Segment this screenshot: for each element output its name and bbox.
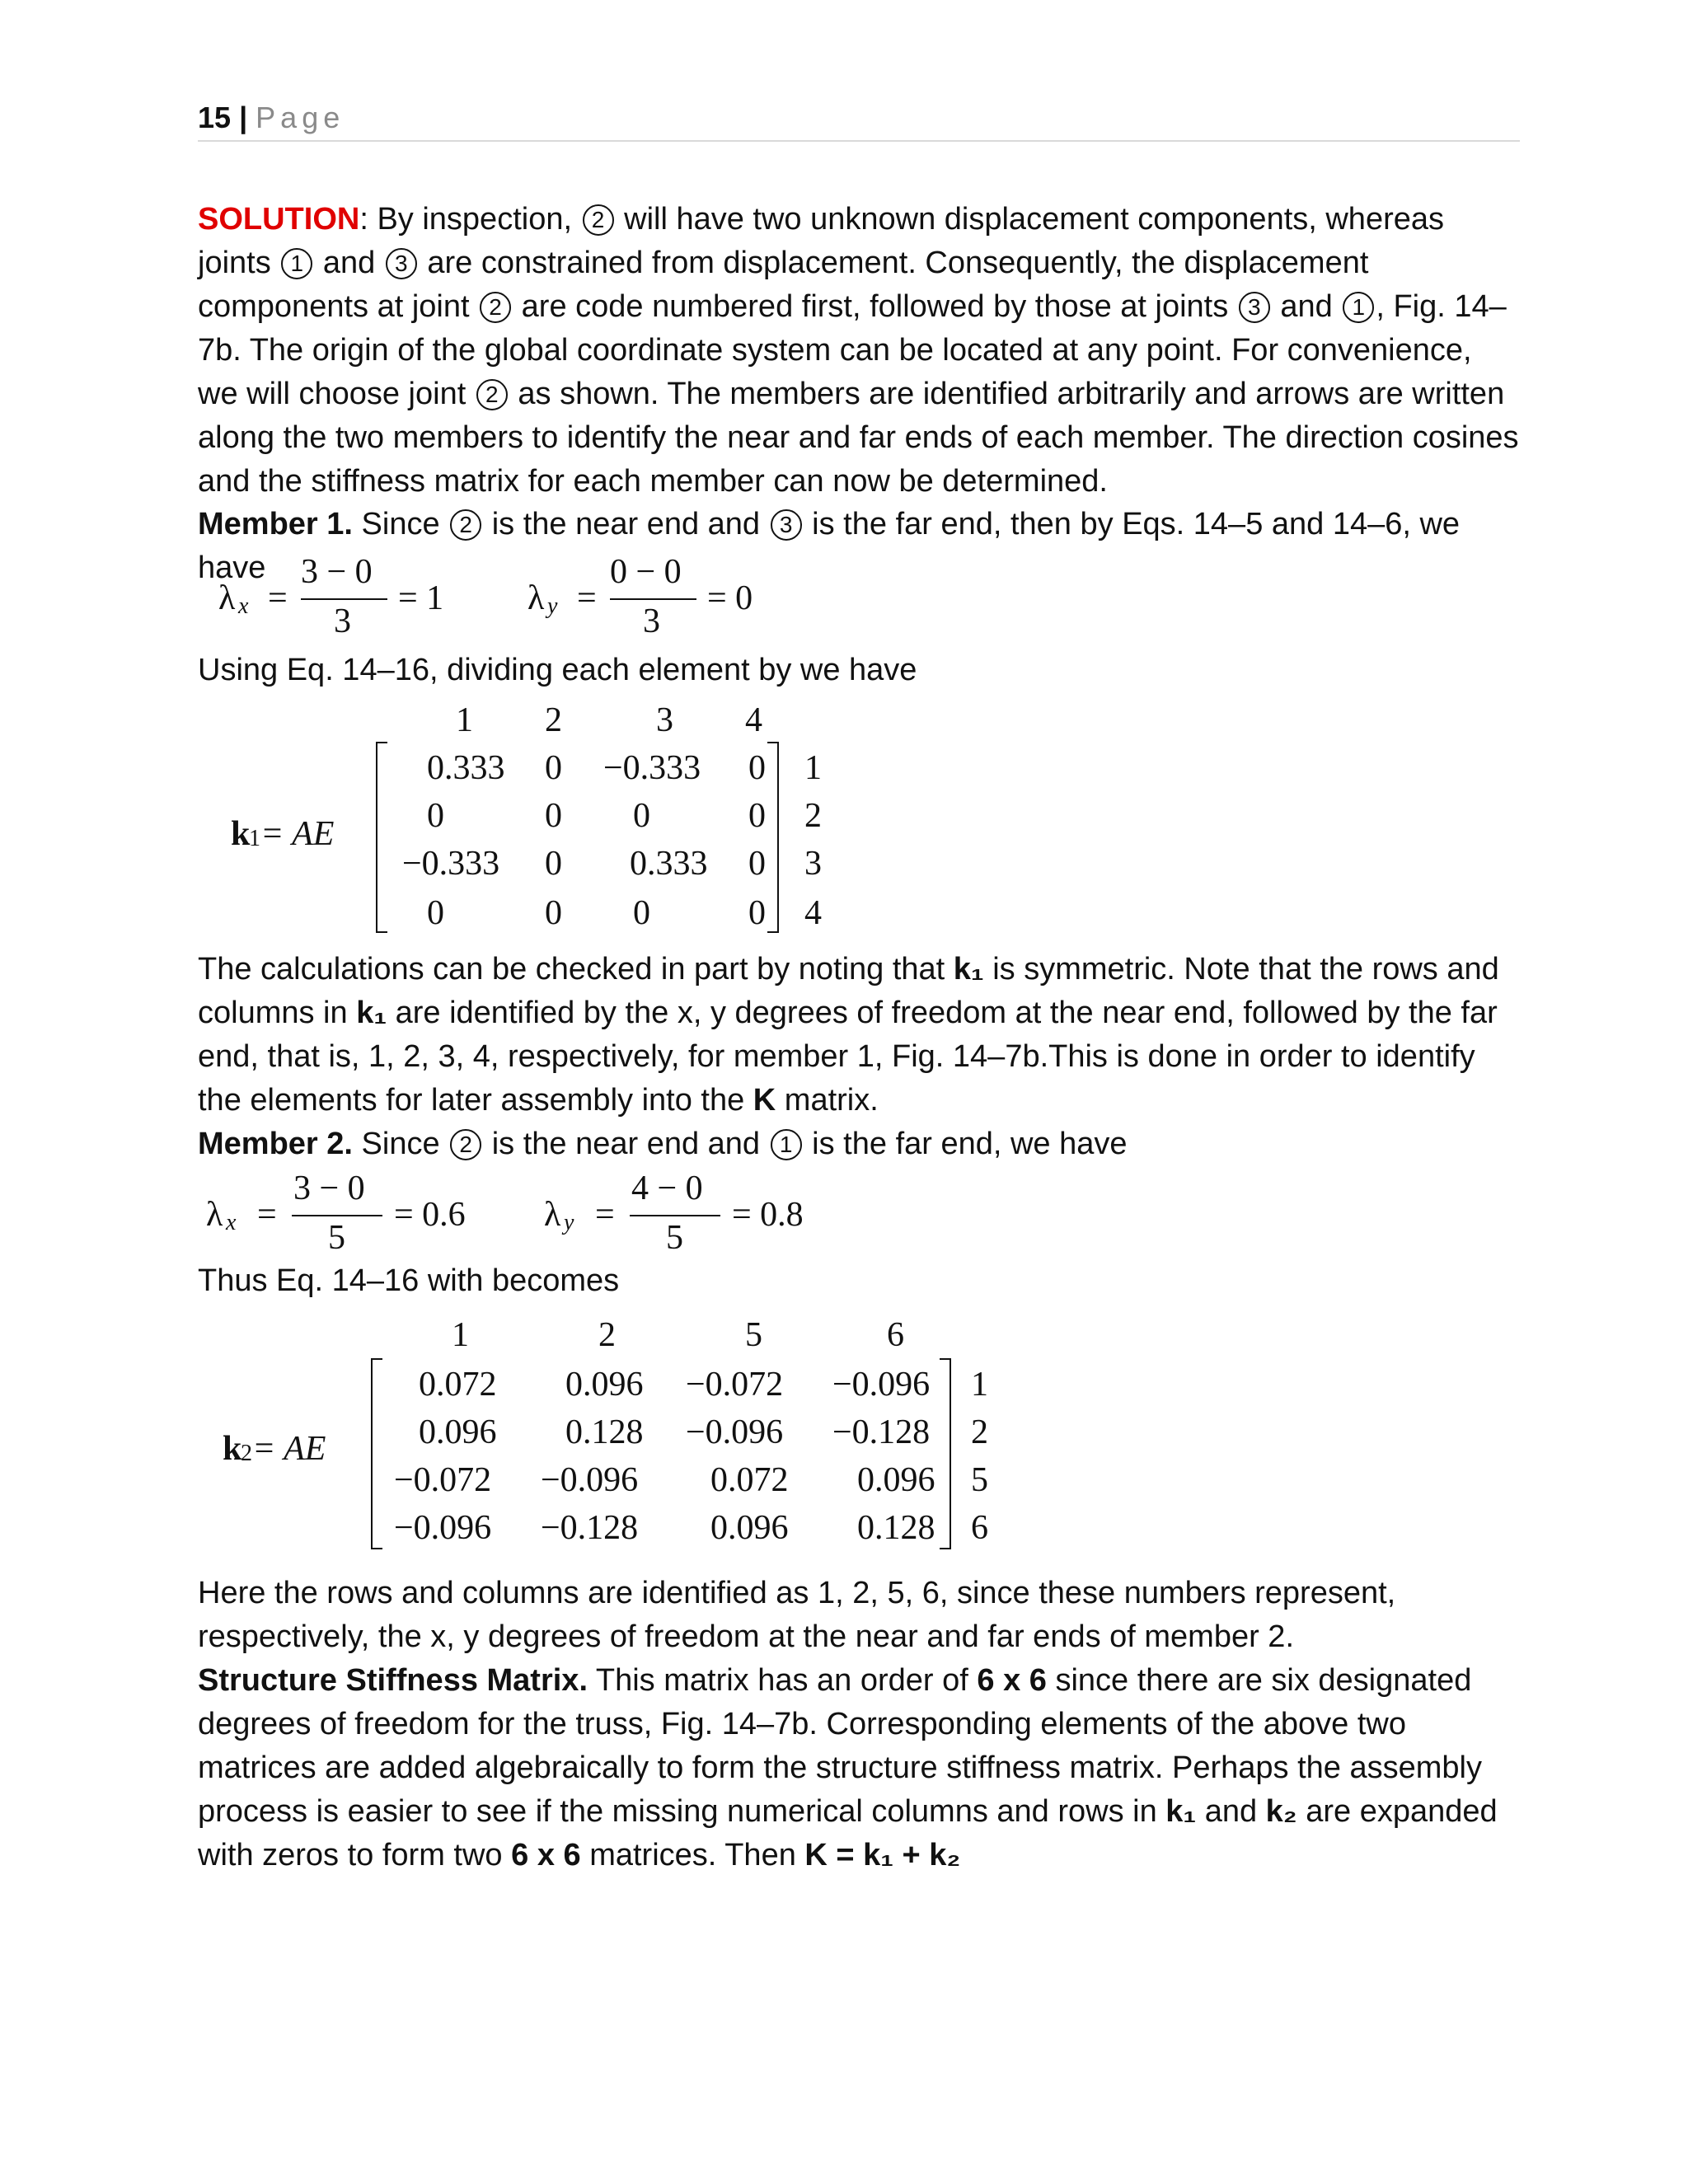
row-label: 1: [804, 749, 822, 787]
column-label: 2: [598, 1316, 616, 1354]
lambda-y-symbol: λ: [544, 1196, 561, 1234]
matrix-cell: 0.333: [427, 749, 505, 787]
final-equation: K = k₁ + k₂: [804, 1838, 961, 1872]
matrix-cell: −0.072: [394, 1461, 492, 1499]
matrix-cell: −0.333: [402, 845, 500, 883]
lambda-x-symbol: λ: [206, 1196, 223, 1234]
matrix-cell: 0.096: [857, 1461, 935, 1499]
K-bold: K: [753, 1083, 776, 1118]
lambda-x-numerator: 3 − 0: [293, 1169, 365, 1207]
lambda-y-denominator: 5: [666, 1219, 683, 1257]
text: matrices. Then: [580, 1838, 805, 1872]
column-label: 2: [545, 701, 562, 739]
member-2-title: Member 2.: [198, 1127, 353, 1161]
right-bracket: [767, 742, 779, 933]
lambda-y-result: = 0.8: [732, 1196, 804, 1234]
row-label: 1: [971, 1366, 988, 1404]
k2-lhs: = AE: [252, 1430, 326, 1468]
matrix-cell: 0.072: [710, 1461, 789, 1499]
column-label: 5: [745, 1316, 762, 1354]
k1-bold: k₁: [356, 996, 387, 1030]
equals-sign: =: [595, 1196, 615, 1234]
text: : By inspection,: [359, 202, 581, 237]
matrix-cell: 0.096: [419, 1413, 497, 1451]
k1-subscript: 1: [249, 826, 260, 851]
equals-sign: =: [257, 1196, 277, 1234]
equals-sign: =: [268, 579, 288, 617]
row-label: 5: [971, 1461, 988, 1499]
text: as shown. The members are identified arbitrarily and arrows are written along the two members to identify the near and far ends of each member. The direction cosines and the stiffness matrix for each member can now be determined.: [198, 377, 1519, 499]
matrix-cell: −0.096: [832, 1366, 931, 1404]
joint-3-circle: 3: [386, 248, 417, 279]
text: Since: [352, 507, 449, 541]
text: are constrained from displacement. Consequently, the displacement components at joint: [198, 246, 1369, 324]
matrix-cell: −0.333: [603, 749, 701, 787]
lambda-x-denominator: 3: [334, 602, 351, 640]
lambda-x-result: = 1: [398, 579, 444, 617]
matrix-cell: 0.096: [565, 1366, 644, 1404]
row-label: 2: [804, 797, 822, 835]
lambda-y-denominator: 3: [643, 602, 660, 640]
joint-3-circle: 3: [1239, 292, 1270, 323]
column-label: 4: [745, 701, 762, 739]
matrix-cell: −0.096: [541, 1461, 639, 1499]
lambda-x-result: = 0.6: [394, 1196, 466, 1234]
fraction-bar: [630, 1215, 720, 1216]
column-label: 6: [887, 1316, 904, 1354]
text: , Fig. 14–7b. The origin of the global coordinate system can be located at any point. For convenience, we will choose joint: [198, 289, 1507, 411]
fraction-bar: [610, 598, 696, 600]
matrix-cell: 0: [545, 845, 562, 883]
order-bold: 6 x 6: [977, 1663, 1047, 1698]
text: is the far end, then by Eqs. 14–5 and 14–6, we have: [198, 507, 1461, 585]
structure-stiffness-title: Structure Stiffness Matrix.: [198, 1663, 588, 1698]
fraction-bar: [301, 598, 387, 600]
lambda-x-subscript: x: [226, 1210, 237, 1235]
page-word: Page: [256, 101, 345, 134]
text: are code numbered first, followed by those at joints: [513, 289, 1237, 324]
joint-2-circle: 2: [450, 509, 481, 541]
text: are identified by the x, y degrees of freedom at the near end, followed by the far end, that is, 1, 2, 3, 4, respectively, for member 1, Fig. 14–7b.This is done in order to identify the elements for later assembly into the: [198, 996, 1498, 1118]
member-1-title: Member 1.: [198, 507, 353, 541]
equals-sign: =: [577, 579, 597, 617]
matrix-cell: 0: [633, 797, 650, 835]
matrix-cell: −0.096: [394, 1509, 492, 1547]
column-label: 1: [456, 701, 473, 739]
left-bracket: [376, 742, 387, 933]
column-label: 3: [656, 701, 673, 739]
text: Since: [352, 1127, 449, 1161]
matrix-cell: 0: [748, 894, 766, 932]
k2-bold: k₂: [1265, 1794, 1297, 1829]
direction-cosines-member-2: [206, 1169, 832, 1268]
calculations-paragraph: [198, 948, 1520, 1122]
matrix-cell: −0.128: [541, 1509, 639, 1547]
matrix-cell: 0.128: [857, 1509, 935, 1547]
header-separator: |: [239, 101, 248, 134]
text: is the near end and: [483, 507, 769, 541]
matrix-cell: 0.072: [419, 1366, 497, 1404]
matrix-cell: 0.096: [710, 1509, 789, 1547]
k1-lhs: = AE: [260, 815, 335, 853]
k2-subscript: 2: [241, 1441, 252, 1466]
row-label: 3: [804, 845, 822, 883]
joint-2-circle: 2: [480, 292, 511, 323]
joint-1-circle: 1: [1343, 292, 1374, 323]
joint-1-circle: 1: [281, 248, 312, 279]
direction-cosines-member-1: [218, 552, 795, 651]
matrix-cell: 0: [545, 749, 562, 787]
page-number: 15: [198, 101, 232, 134]
text: This matrix has an order of: [588, 1663, 978, 1698]
joint-3-circle: 3: [771, 509, 802, 541]
member-2-paragraph: [198, 1122, 1520, 1166]
rows-columns-paragraph: Here the rows and columns are identified as 1, 2, 5, 6, since these numbers represent, respectively, the x, y degrees of freedom at the near and far ends of member 2.: [198, 1576, 1396, 1654]
k1-bold: k₁: [1165, 1794, 1197, 1829]
structure-stiffness-paragraph: [198, 1659, 1520, 1877]
order-bold: 6 x 6: [511, 1838, 581, 1872]
text: are expanded with zeros to form two: [198, 1794, 1498, 1872]
matrix-cell: −0.128: [832, 1413, 931, 1451]
solution-paragraph: [198, 198, 1520, 504]
stiffness-matrix-k2: [223, 1315, 1006, 1554]
matrix-cell: 0.128: [565, 1413, 644, 1451]
lambda-x-denominator: 5: [328, 1219, 345, 1257]
matrix-cell: −0.096: [686, 1413, 784, 1451]
matrix-cell: 0: [545, 894, 562, 932]
stiffness-matrix-k1: [231, 701, 841, 940]
joint-1-circle: 1: [771, 1129, 802, 1160]
fraction-bar: [292, 1215, 382, 1216]
thus-eq-text: Thus Eq. 14–16 with becomes: [198, 1263, 620, 1298]
lambda-x-subscript: x: [238, 593, 249, 619]
lambda-y-numerator: 0 − 0: [610, 553, 682, 591]
joint-2-circle: 2: [583, 204, 614, 236]
using-eq-text: Using Eq. 14–16, dividing each element by we have: [198, 653, 917, 687]
matrix-cell: 0: [748, 845, 766, 883]
page-header: [198, 96, 1520, 142]
text: The calculations can be checked in part by noting that: [198, 952, 954, 987]
matrix-cell: 0: [427, 797, 444, 835]
text: is symmetric. Note that the rows and columns in: [198, 952, 1499, 1030]
text: and: [1271, 289, 1342, 324]
lambda-y-result: = 0: [707, 579, 753, 617]
k1-symbol: k: [231, 815, 251, 853]
text: since there are six designated degrees of freedom for the truss, Fig. 14–7b. Corresponding elements of the above two matrices are added algebraically to form the structure stiffness matrix. Perhaps the assembly process is easier to see if the missing numerical columns and rows in: [198, 1663, 1482, 1829]
lambda-y-numerator: 4 − 0: [631, 1169, 703, 1207]
lambda-y-subscript: y: [564, 1210, 574, 1235]
lambda-y-subscript: y: [547, 593, 558, 619]
text: matrix.: [776, 1083, 879, 1118]
joint-2-circle: 2: [476, 379, 508, 410]
lambda-y-symbol: λ: [528, 579, 545, 617]
text: will have two unknown displacement components, whereas joints: [198, 202, 1445, 280]
k2-symbol: k: [223, 1430, 242, 1468]
matrix-cell: 0: [545, 797, 562, 835]
row-label: 2: [971, 1413, 988, 1451]
text: and: [314, 246, 384, 280]
matrix-cell: 0: [633, 894, 650, 932]
lambda-x-symbol: λ: [218, 579, 236, 617]
matrix-cell: 0: [427, 894, 444, 932]
row-label: 6: [971, 1509, 988, 1547]
matrix-cell: 0: [748, 797, 766, 835]
matrix-cell: −0.072: [686, 1366, 784, 1404]
solution-label: SOLUTION: [198, 202, 360, 237]
column-label: 1: [452, 1316, 469, 1354]
row-label: 4: [804, 894, 822, 932]
matrix-cell: 0: [748, 749, 766, 787]
text: is the far end, we have: [803, 1127, 1128, 1161]
text: is the near end and: [483, 1127, 769, 1161]
text: and: [1196, 1794, 1266, 1829]
k1-bold: k₁: [953, 952, 984, 987]
right-bracket: [940, 1358, 951, 1549]
lambda-x-numerator: 3 − 0: [301, 553, 373, 591]
joint-2-circle: 2: [450, 1129, 481, 1160]
matrix-cell: 0.333: [630, 845, 708, 883]
left-bracket: [371, 1358, 382, 1549]
